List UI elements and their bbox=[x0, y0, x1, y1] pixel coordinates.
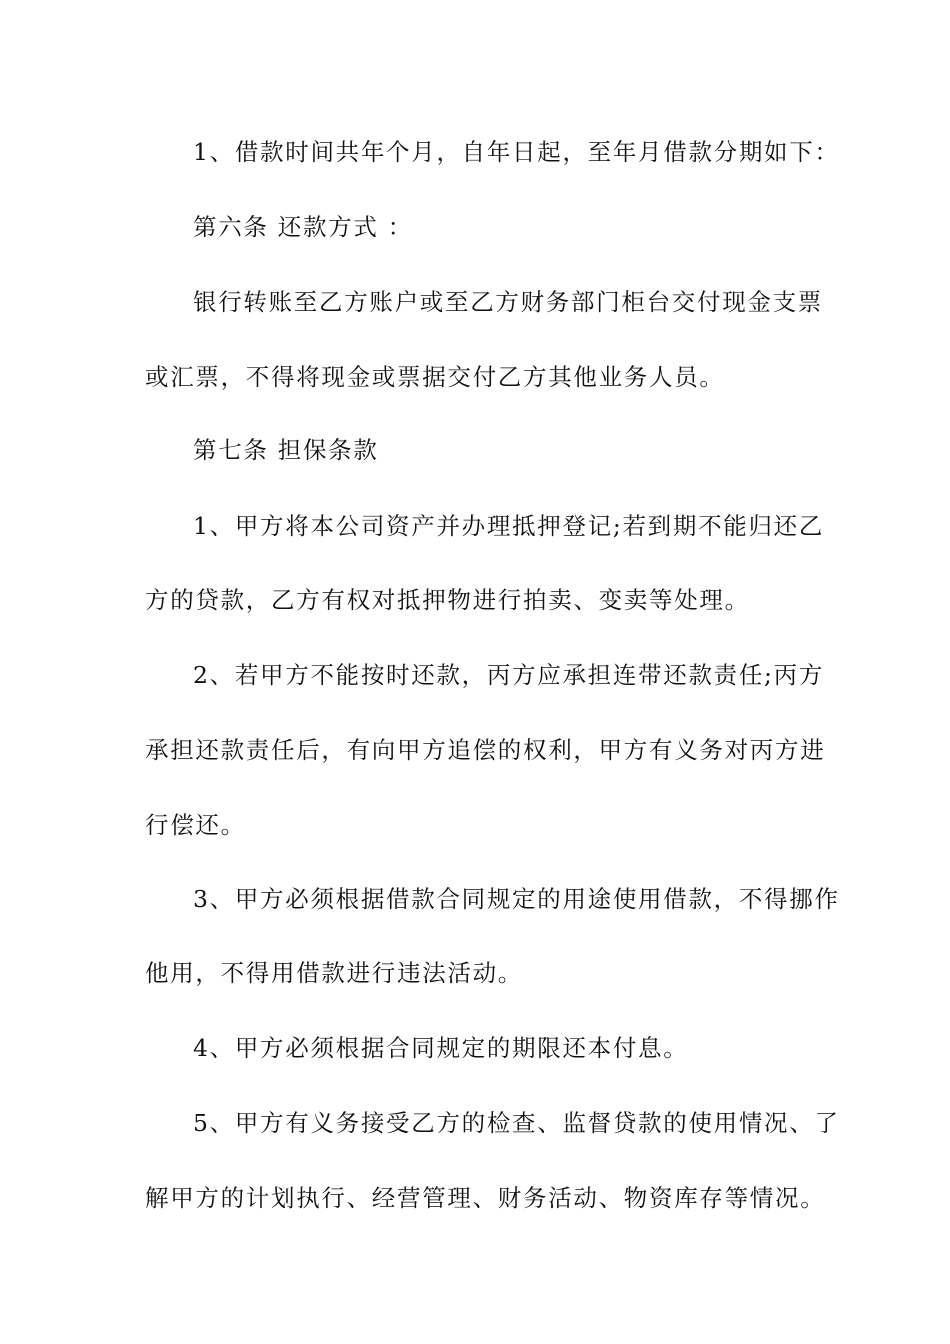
paragraph-line: 或汇票，不得将现金或票据交付乙方其他业务人员。 bbox=[145, 363, 725, 391]
paragraph-line: 承担还款责任后，有向甲方追偿的权利，甲方有义务对丙方进 bbox=[145, 736, 826, 764]
paragraph-line: 银行转账至乙方账户或至乙方财务部门柜台交付现金支票 bbox=[193, 288, 823, 316]
paragraph-line: 3、甲方必须根据借款合同规定的用途使用借款，不得挪作 bbox=[193, 885, 840, 913]
paragraph-line: 1、甲方将本公司资产并办理抵押登记;若到期不能归还乙 bbox=[193, 512, 825, 540]
section-heading: 第七条 担保条款 bbox=[193, 436, 379, 464]
paragraph-line: 2、若甲方不能按时还款，丙方应承担连带还款责任;丙方 bbox=[193, 661, 825, 689]
section-heading: 第六条 还款方式 ： bbox=[193, 213, 413, 241]
paragraph-line: 1、借款时间共年个月，自年日起，至年月借款分期如下： bbox=[193, 138, 840, 166]
paragraph-line: 4、甲方必须根据合同规定的期限还本付息。 bbox=[193, 1034, 689, 1062]
paragraph-line: 5、甲方有义务接受乙方的检查、监督贷款的使用情况、了 bbox=[193, 1109, 840, 1137]
paragraph-line: 行偿还。 bbox=[145, 811, 246, 839]
paragraph-line: 方的贷款，乙方有权对抵押物进行拍卖、变卖等处理。 bbox=[145, 586, 750, 614]
paragraph-line: 解甲方的计划执行、经营管理、财务活动、物资库存等情况。 bbox=[145, 1184, 826, 1212]
paragraph-line: 他用，不得用借款进行违法活动。 bbox=[145, 959, 523, 987]
